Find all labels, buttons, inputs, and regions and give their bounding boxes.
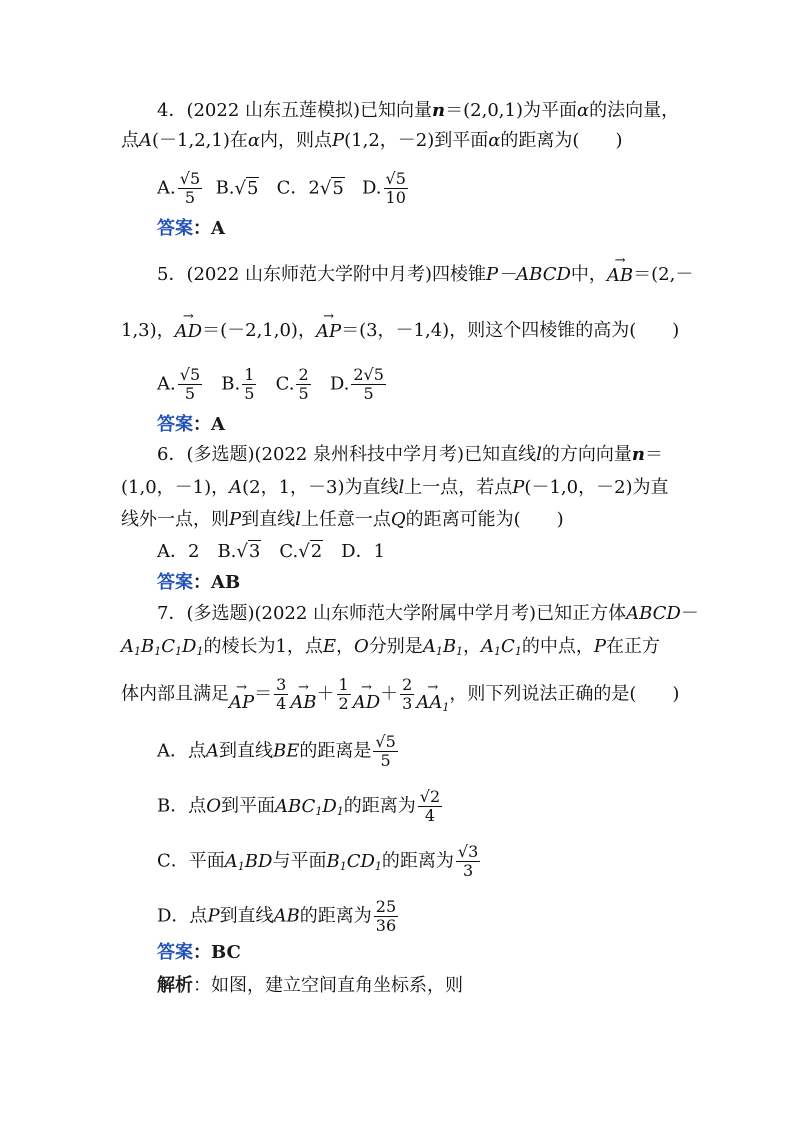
q4-opt-a-fraction: $\frac{√5}{5}$ <box>179 169 201 207</box>
q5-options: A. $\frac{√5}{5}$ B. $\frac{1}{5}$ C. $\frac{2}{5}$ D. $\frac{2√5}{5}$ <box>157 365 384 403</box>
q7-option-b: B．点O到平面$ABC_1D_1$的距离为 $\frac{√2}{4}$ <box>157 787 441 825</box>
q7-line-1: 7．(多选题)(2022 山东师范大学附属中学月考)已知正方体ABCD－ <box>157 603 699 624</box>
q7-answer: 答案：BC <box>157 942 241 963</box>
q7-option-d: D．点P到直线AB的距离为 $\frac{25}{36}$ <box>157 897 397 935</box>
q4-options: A. $\frac{√5}{5}$ B.√5 C．2√5 D. $\frac{√5}{10}$ <box>157 169 406 207</box>
q7-analysis: 解析：如图，建立空间直角坐标系，则 <box>157 975 463 996</box>
q4-answer: 答案：A <box>157 218 225 239</box>
q6-line-1: 6．(多选题)(2022 泉州科技中学月考)已知直线l的方向向量n＝ <box>157 444 663 465</box>
vector-ad: → AD <box>174 309 203 342</box>
vector-ab: → AB <box>606 253 634 286</box>
q6-line-3: 线外一点，则P到直线l上任意一点Q的距离可能为( ) <box>121 509 564 530</box>
q6-options: A．2 B.√3 C.√2 D．1 <box>157 541 386 562</box>
q5-answer: 答案：A <box>157 414 225 435</box>
q5-line-2: 1,3)， → AD ＝(－2,1,0)， → AP ＝(3，－1,4)，则这个四棱锥的高为( ) <box>121 309 680 342</box>
q7-line-2: $A_1B_1C_1D_1$的棱长为1，点E，O分别是$A_1B_1$，$A_1C_1$的中点，P在正方 <box>121 636 660 658</box>
q6-line-2: (1,0，－1)，A(2，1，－3)为直线l上一点，若点P(－1,0，－2)为直 <box>121 477 669 498</box>
q7-line-3: 体内部且满足 → AP ＝ $\frac{3}{4}$ → AB ＋ $\frac{1}{2}$ → AD ＋ $\frac{2}{3}$ → $AA_1$ ，则下列说法正确的是( ) <box>121 675 680 714</box>
q6-answer: 答案：AB <box>157 572 241 593</box>
q5-line-1: 5．(2022 山东师范大学附中月考)四棱锥P－ABCD中， → AB ＝(2,－ <box>157 253 694 286</box>
q4-line-1: 4．(2022 山东五莲模拟)已知向量n＝(2,0,1)为平面α的法向量， <box>157 100 680 121</box>
q7-option-c: C．平面$A_1BD$与平面$B_1CD_1$的距离为 $\frac{√3}{3}$ <box>157 842 479 880</box>
q4-opt-d-fraction: $\frac{√5}{10}$ <box>385 169 406 207</box>
vector-ap: → AP <box>315 309 342 342</box>
q4-line-2: 点A(－1,2,1)在α内，则点P(1,2，－2)到平面α的距离为( ) <box>121 130 623 151</box>
q7-option-a: A．点A到直线BE的距离是 $\frac{√5}{5}$ <box>157 732 396 770</box>
